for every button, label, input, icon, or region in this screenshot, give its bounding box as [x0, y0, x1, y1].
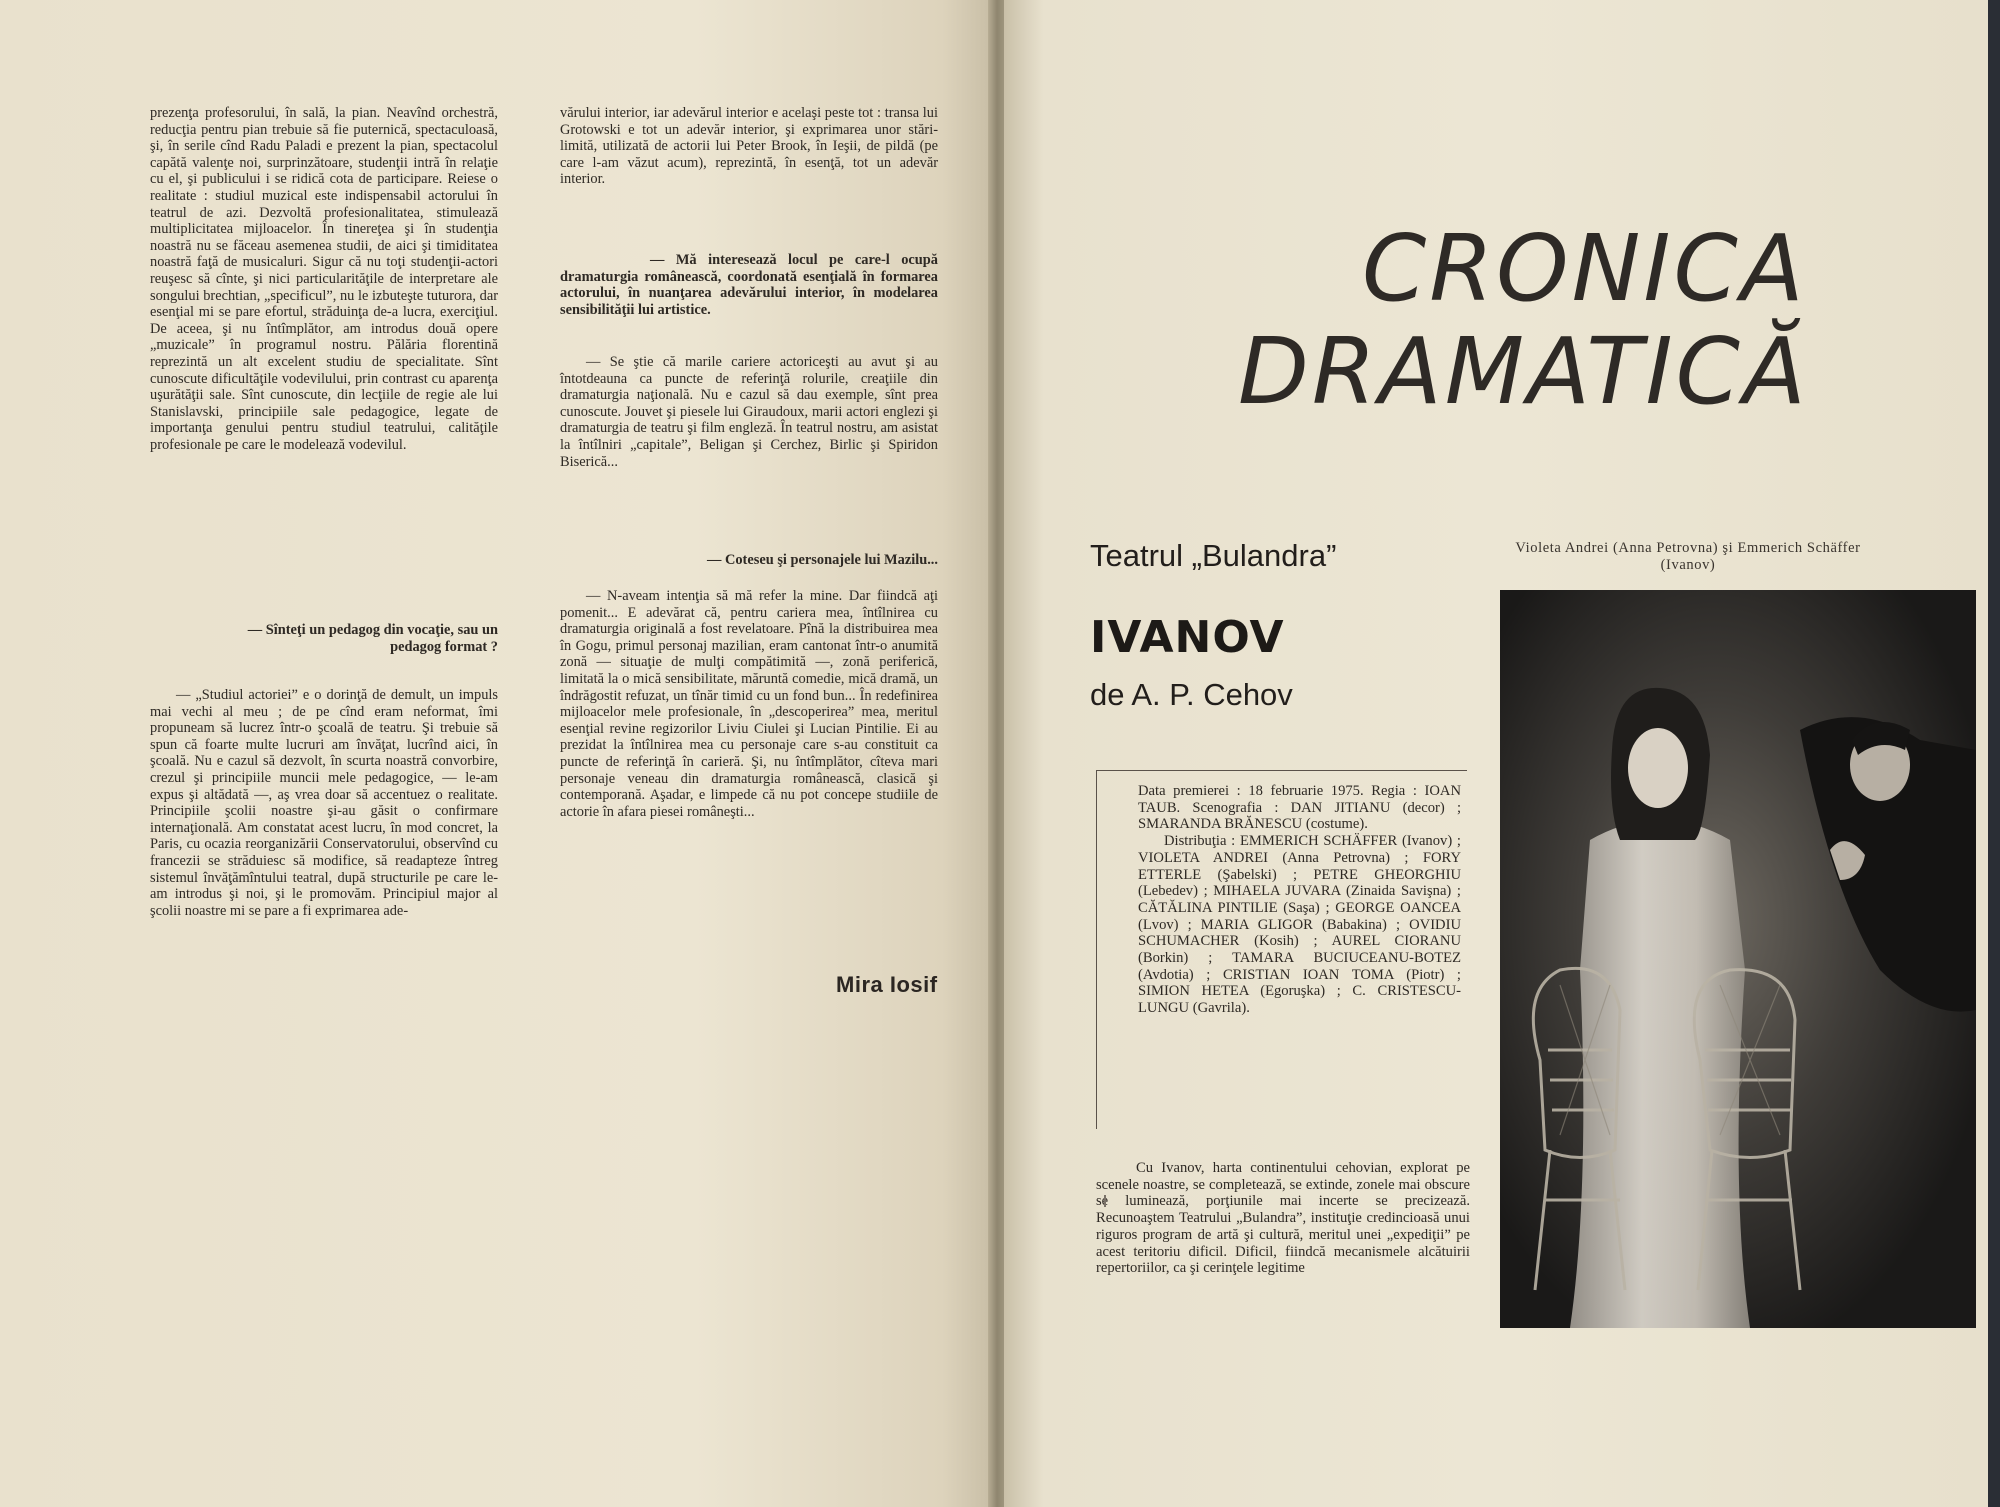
question-text: — Sînteţi un pedagog din vocaţie, sau un pedagog format ? [247, 622, 498, 655]
review-intro [1096, 1160, 1470, 1277]
left-column-2 [560, 105, 938, 188]
photo-illustration [1500, 590, 1976, 1328]
interview-question [208, 622, 498, 655]
left-column-1-continued [150, 687, 498, 919]
section-heading-line1: CRONICA [1362, 215, 1807, 322]
production-photo [1500, 590, 1976, 1328]
margin-mark [1104, 1195, 1118, 1207]
paragraph: prezenţa profesorului, în sală, la pian. Neavînd orchestră, reducţia pentru pian trebuie să fie puternică, spectaculoasă, şi, în serile cînd Radu Paladi e prezent la pian, spectacolul capătă valenţe noi, surprinzătoare, studenţii intră în relaţie cu el, şi publicului i se ridică cota de participare. Reiese o realitate : studiul muzical este indispensabil actorului în teatrul de azi. Dezvoltă profesionalitatea, stimulează multiplicitatea mijloacelor. În tinereţea şi în studenţia noastră nu se făceau asemenea studii, de aici şi timiditatea noastră faţă de musicaluri. Sigur că nu toţi studenţii-actori reuşesc să cînte, şi nici particularităţile de interpretare ale songului brechtian, „specificul”, nu le izbuteşte tuturora, dar esenţial mi se pare efortul, străduinţa de-a lucra, exerciţiul. De aceea, şi nu întîmplător, am introdus două opere „muzicale” în programul nostru. Pălăria florentină reprezintă un alt excelent studiu de specialitate. Sînt cunoscute dificultăţile vodevilului, prin contrast cu aparenţa uşurătăţii sale. Sînt cunoscute, din lecţiile de regie ale lui Stanislavski, principiile sale pedagogice, legate de importanţa genului pentru studiul teatrului, calităţile profesionale pe care le modelează vodevilul. [150, 105, 498, 453]
question-text: — Mă interesează locul pe care-l ocupă dramaturgia românească, coordonată esenţială în formarea actorului, în nuanţarea adevărului interior, în modelarea sensibilităţii lui artistice. [560, 252, 938, 318]
paragraph: Cu Ivanov, harta continentului cehovian, explorat pe scenele noastre, se completează, se extinde, zonele mai obscure se luminează, porţiunile mai incerte se precizează. Recunoaştem Teatrului „Bulandra”, instituţie credincioasă unui riguros program de artă şi cultură, meritul unei „expediţii” pe acest teritoriu dificil. Dificil, fiindcă mecanismele alcătuirii repertoriilor, ca şi cerinţele legitime [1096, 1160, 1470, 1277]
answer-block [560, 588, 938, 820]
production-credits: Data premierei : 18 februarie 1975. Regia : IOAN TAUB. Scenografia : DAN JITIANU (decor) ; SMARANDA BRĂNESCU (costume). [1138, 783, 1461, 833]
credits-block [1138, 783, 1461, 1017]
author-signature: Mira Iosif [836, 972, 938, 997]
paragraph: — „Studiul actoriei” e o dorinţă de demult, un impuls mai vechi al meu ; de pe cînd eram neformat, îmi propuneam să lucrez într-o şcoală de teatru. Şi trebuie să spun că foarte multe lucruri am învăţat, lucrînd aici, în şcoală. Nu e cazul să dezvolt, în scurta noastră convorbire, crezul şi principiile muncii mele pedagogice, — le-am expus şi altădată —, aş vrea doar să accentuez o realitate. Principiile şcolii noastre şi-au găsit o confirmare internaţională. Am constatat acest lucru, în mod concret, la Paris, cu ocazia reorganizării Conservatorului, observînd cu francezii se străduiesc să modifice, să readapteze întreg sistemul învăţămîntului teatral, după structurile pe care le-am introdus şi noi, şi le promovăm. Principiul major al şcolii noastre mi se pare a fi exprimarea ade- [150, 687, 498, 919]
paragraph: vărului interior, iar adevărul interior e acelaşi peste tot : transa lui Grotowski e tot un adevăr interior, şi exprimarea unor stări-limită, utilizată de actorii lui Peter Brook, în Ieşii, de pildă (pe care l-am văzut acum), reprezintă, în esenţă, tot un adevăr interior. [560, 105, 938, 188]
cast-list: Distribuţia : EMMERICH SCHÄFFER (Ivanov) ; VIOLETA ANDREI (Anna Petrovna) ; FORY ETTERLE (Şabelski) ; PETRE GHEORGHIU (Lebedev) ; MIHAELA JUVARA (Zinaida Savişna) ; CĂTĂLINA PINTILIE (Saşa) ; GEORGE OANCEA (Lvov) ; MARIA GLIGOR (Babakina) ; OVIDIU SCHUMACHER (Kosih) ; AUREL CIORANU (Borkin) ; TAMARA BUCIUCEANU-BOTEZ (Avdotia) ; CRISTIAN IOAN TOMA (Piotr) ; SIMION HETEA (Egoruşka) ; C. CRISTESCU-LUNGU (Gavrila). [1138, 833, 1461, 1017]
photo-caption: Violeta Andrei (Anna Petrovna) şi Emmerich Schäffer (Ivanov) [1515, 540, 1861, 573]
question-text: — Coteseu şi personajele lui Mazilu... [706, 552, 938, 568]
book-edge [1988, 0, 2000, 1507]
theatre-name: Teatrul „Bulandra” [1090, 538, 1337, 573]
left-page [0, 0, 992, 1507]
paragraph: — Se ştie că marile cariere actoriceşti au avut şi au întotdeauna ca puncte de referinţă rolurile, creaţiile din dramaturgia naţională. Nu e cazul să dau exemple, sînt prea cunoscute. Jouvet şi piesele lui Giraudoux, marii actori englezi şi dramaturgia de teatru şi film engleză. În teatrul nostru, am asistat la întîlniri „capitale”, Beligan şi Cerchez, Birlic şi Spiridon Biserică... [560, 354, 938, 470]
paragraph: — N-aveam intenţia să mă refer la mine. Dar fiindcă aţi pomenit... E adevărat că, pentru cariera mea, întîlnirea cu dramaturgia originală a fost revelatoare. Pînă la distribuirea mea în Gogu, primul personaj mazilian, eram cantonat într-o anumită zonă — situaţie de mulţi compătimită —, zonă periferică, limitată la o mică sensibilitate, măruntă comedie, mică dramă, un îndrăgostit refuzat, un tînăr timid cu un fond bun... În redefinirea mijloacelor mele profesionale, în „descoperirea” mea, meritul esenţial revine regizorilor Liviu Ciulei şi Lucian Pintilie. Ei au prezidat la întîlnirea mea cu personaje care s-au constituit ca puncte de referinţă în carieră. Şi, nu întîmplător, cîteva mari personaje veneau din dramaturgia românească, clasică şi contemporană. Aşadar, e limpede că nu pot concepe studiile de actorie în afara piesei româneşti... [560, 588, 938, 820]
interview-question [560, 552, 938, 569]
play-author: de A. P. Cehov [1090, 677, 1293, 712]
section-heading-line2: DRAMATICĂ [1238, 318, 1809, 425]
left-column-1 [150, 105, 498, 453]
play-title: IVANOV [1090, 612, 1285, 663]
interview-question [560, 252, 938, 318]
answer-block [560, 354, 938, 470]
